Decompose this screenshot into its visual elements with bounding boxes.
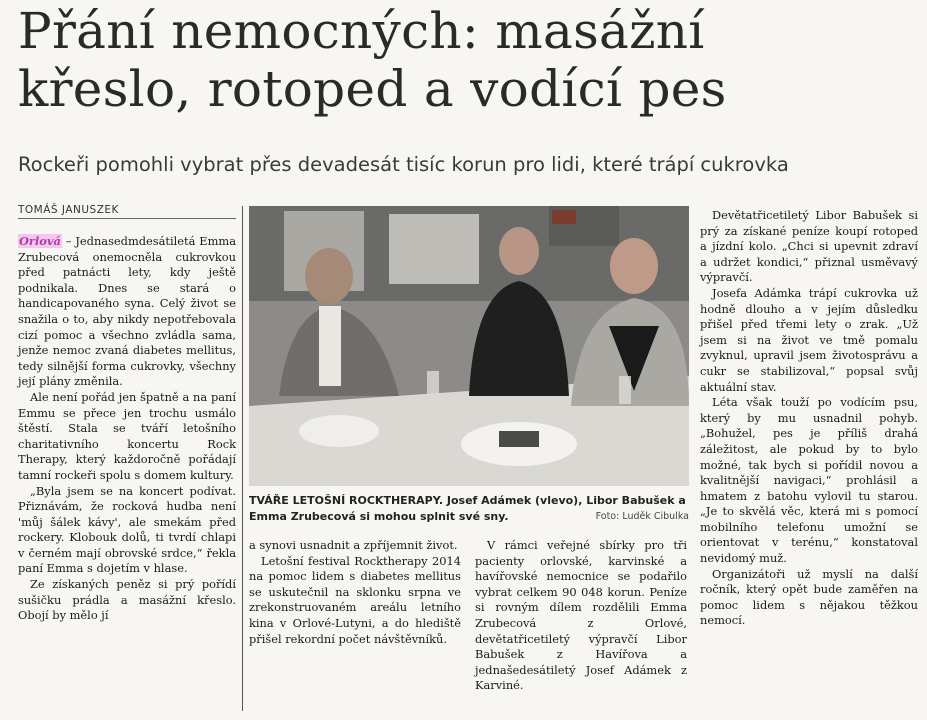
paragraph: Letošní festival Rocktherapy 2014 na pomoc lidem s diabetes mellitus se uskutečnil na sklonku srpna ve zrekonstruovaném areálu letního kina v Orlové-Lutyni, a do hlediště přišel rekordní počet návštěvníků. [249,553,461,646]
headline-line-1: Přání nemocných: masážní [18,2,705,60]
paragraph: Josefa Adámka trápí cukrovka už hodně dlouho a v jejím důsledku přišel před třemi lety o zrak. „Už jsem si na život ve tmě pomalu zvyknul, upravil jsem životosprávu a cukr se stabilizoval,“ popsal svůj aktuální stav. [700,285,918,394]
dateline-city: Orlová [19,234,61,248]
column-1 [18,234,236,714]
author-byline: TOMÁŠ JANUSZEK [18,204,236,219]
paragraph-text: – Jednasedmdesátiletá Emma Zrubecová onemocněla cukrovkou před patnácti lety, kdy ještě podnikala. Dnes se stará o handicapovaného syna. Celý život se snažila o to, aby nikdy nepotřebovala cizí pomoc a všechno zvládla sama, jenže nemoc zvaná diabetes mellitus, tedy silnější forma cukrovky, všechny její plány změnila. [18,234,236,389]
paragraph: Organizátoři už myslí na další ročník, který opět bude zaměřen na pomoc lidem s nějakou těžkou nemocí. [700,566,918,628]
photo-image [249,206,689,486]
article-headline [18,2,918,118]
photo-caption [249,493,689,525]
paragraph: a synovi usnadnit a zpříjemnit život. [249,538,458,552]
column-2 [249,538,461,718]
paragraph: Léta však touží po vodícím psu, který by mu usnadnil pohyb. „Bohužel, pes je příliš drahá záležitost, ale pokud by to bylo možné, tak bych si pořídil novou a kvalitnější navigaci,“ prohlásil a hmatem z batohu vylovil tu starou. „Je to skvělá věc, která mi s pomocí mobilního telefonu umožní se orientovat v terénu,“ konstatoval nevidomý muž. [700,395,918,566]
article-photo [249,206,689,486]
paragraph [18,234,236,390]
paragraph: Ze získaných peněz si prý pořídí sušičku prádla a masážní křeslo. Obojí by mělo jí [18,577,236,623]
caption-title: TVÁŘE LETOŠNÍ ROCKTHERAPY. [249,494,444,507]
column-divider [242,206,243,711]
paragraph: „Byla jsem se na koncert podívat. Přiznávám, že rocková hudba není 'můj šálek kávy', ale smekám před rockery. Klobouk dolů, ti tvrdí chlapi v černém mají obrovské srdce,“ řekla paní Emma s dojetím v hlase. [18,483,236,576]
paragraph: Ale není pořád jen špatně a na paní Emmu se přece jen trochu usmálo štěstí. Stala se tváří letošního charitativního koncertu Rock Therapy, který každoročně pořádají tamní rockeři spolu s domem kultury. [18,389,236,482]
headline-line-2: křeslo, rotoped a vodící pes [18,60,727,118]
caption-text: Josef Adámek (vlevo), Libor Babušek a Emma Zrubecová si mohou splnit své sny. [249,494,686,523]
article-subtitle: Rockeři pomohli vybrat přes devadesát tisíc korun pro lidi, které trápí cukrovka [18,153,789,176]
paragraph: V rámci veřejné sbírky pro tři pacienty orlovské, karvinské a havířovské nemocnice se podařilo vybrat celkem 90 048 korun. Peníze si rovným dílem rozdělili Emma Zrubecová z Orlové, devětatřicetiletý výpravčí Libor Babušek z Havířova a jednašedesátiletý Josef Adámek z Karviné. [475,538,687,693]
column-3 [475,538,687,718]
column-4 [700,208,918,718]
paragraph: Devětatřicetiletý Libor Babušek si prý za získané peníze koupí rotoped a jízdní kolo. „Chci si upevnit zdraví a udržet kondici,“ přiznal usměvavý výpravčí. [700,208,918,285]
photo-credit: Foto: Luděk Cibulka [595,511,689,522]
